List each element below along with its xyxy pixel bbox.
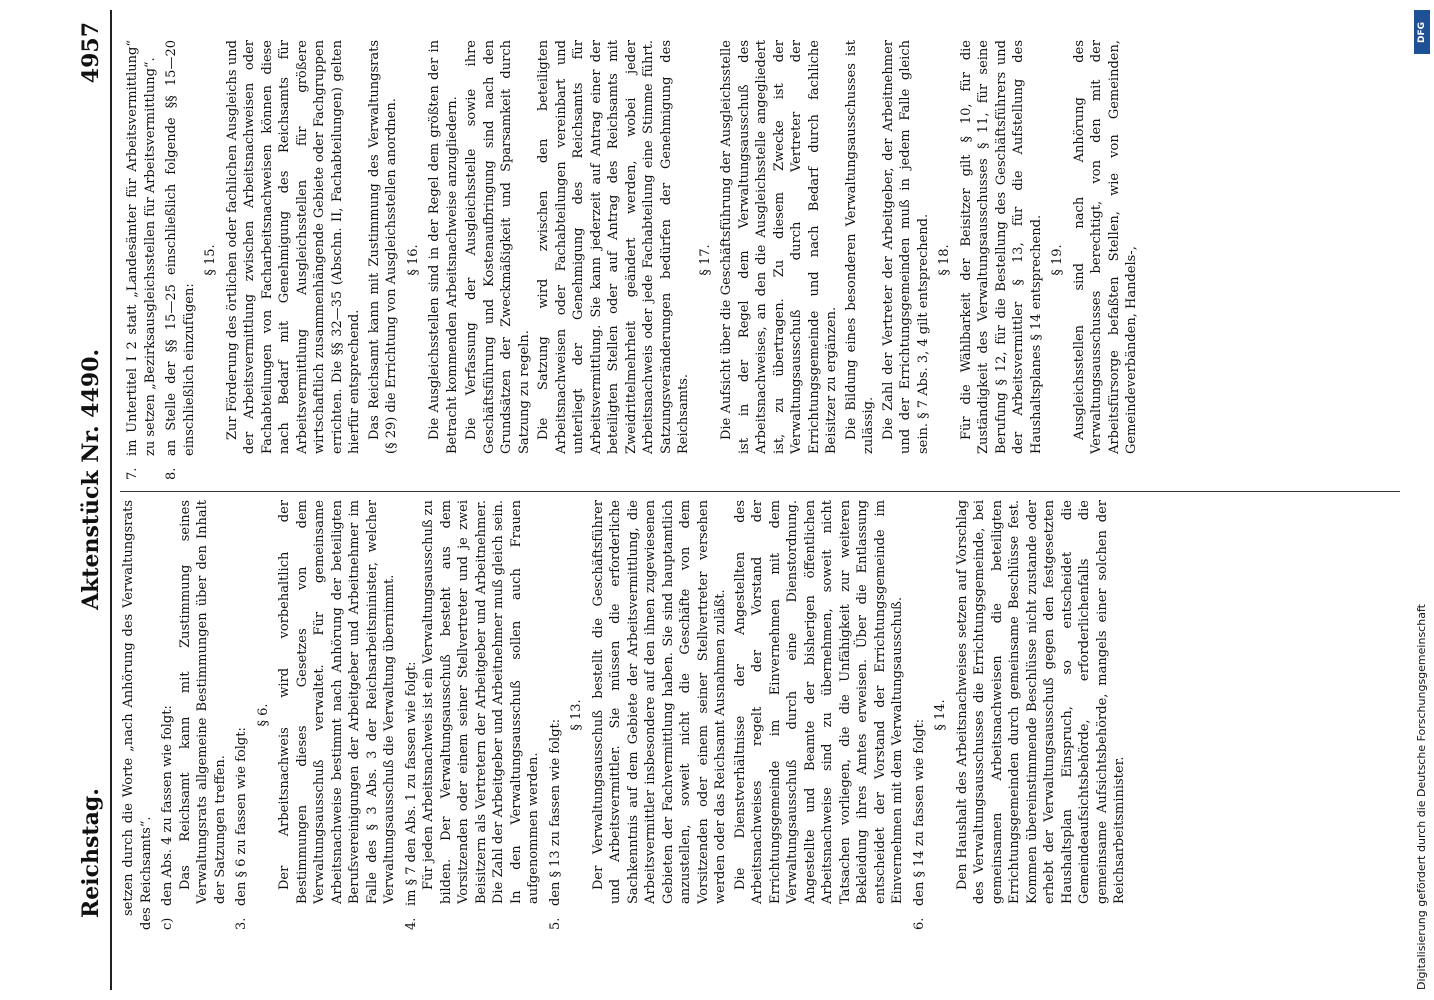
item-text: im § 7 den Abs. 1 zu fassen wie folgt: [403, 661, 419, 906]
paragraph: Das Reichsamt kann mit Zustimmung des Verwaltungsrats (§ 29) die Errichtung von Ausgleichsstellen anordnen. [366, 40, 399, 454]
section-heading: § 13. [569, 699, 584, 731]
item-number: 7. [125, 467, 140, 480]
paragraph: Die Aufsicht über die Geschäftsführung der Ausgleichsstelle ist in der Regel dem Verwaltungsausschuß des Arbeitsnachweises, an den die Ausgleichsstelle angegliedert ist, zu übertragen. Zu diesem Zwecke ist der Verwaltungsausschuß durch Vertreter der Errichtungsgemeinde und nach Bedarf durch fachliche Beisitzer zu ergänzen. [719, 40, 839, 454]
paragraph: Die Bildung eines besonderen Verwaltungsausschusses ist zulässig. [843, 40, 876, 454]
list-item [163, 40, 198, 480]
item-text: im Untertitel I 2 statt „Landesämter für Arbeitsvermittlung“ zu setzen „Bezirksausgleichsstellen für Arbeitsvermittlung“. [125, 40, 158, 456]
item-text: den § 14 zu fassen wie folgt: [911, 718, 927, 906]
header-left: Reichstag. [78, 788, 104, 918]
header-center: Aktenstück Nr. 4490. [78, 348, 104, 610]
item-text: den § 6 zu fassen wie folgt: [234, 727, 249, 906]
list-item [911, 500, 929, 930]
paragraph: Zur Förderung des örtlichen oder fachlichen Ausgleichs und der Arbeitsvermittlung zwischen Arbeitsnachweisen oder Fachabteilungen von Facharbeitsnachweisen können diese nach Bedarf mit Genehmigung des Reichsamts für Arbeitsvermittlung Ausgleichsstellen für größere wirtschaftlich zusammenhängende Gebiete oder Fachgruppen errichten. Die §§ 32—35 (Abschn. II, Fachabteilungen) gelten hierfür entsprechend. [224, 40, 362, 454]
paragraph: Der Verwaltungsausschuß bestellt die Geschäftsführer und Arbeitsvermittler. Sie müssen die erforderliche Sachkenntnis auf dem Gebiete der Arbeitsvermittlung, die Arbeitsvermittler insbesondere auf den ihnen zugewiesenen Gebieten der Fachvermittlung haben. Sie sind hauptamtlich anzustellen, soweit nicht die Geschäfte von dem Vorsitzenden oder einem seiner Stellvertreter versehen werden oder das Reichsamt Ausnahmen zuläßt. [590, 500, 728, 904]
page-number: 4957 [78, 22, 104, 84]
continued-paragraph: setzen durch die Worte „nach Anhörung des Verwaltungsrats des Reichsamts“. [121, 500, 154, 930]
paragraph: Die Dienstverhältnisse der Angestellten des Arbeitsnachweises regelt der Vorstand der Errichtungsgemeinde im Einvernehmen mit dem Verwaltungsausschuß durch eine Dienstordnung. Angestellte und Beamte der bisherigen öffentlichen Arbeitsnachweise sind zu übernehmen, soweit nicht Tatsachen vorliegen, die die Unfähigkeit zur weiteren Bekleidung ihres Amtes erweisen. Über die Entlassung entscheidet der Vorstand der Errichtungsgemeinde im Einvernehmen mit dem Verwaltungsausschuß. [732, 500, 905, 904]
item-number: 4. [403, 917, 419, 930]
paragraph: Ausgleichsstellen sind nach Anhörung des Verwaltungsausschusses berechtigt, von den mit der Arbeitsfürsorge befaßten Stellen, wie von Gemeinden, Gemeindeverbänden, Handels-, [1071, 40, 1139, 454]
paragraph: Die Verfassung der Ausgleichsstelle sowie ihre Geschäftsführung und Kostenaufbringung sind nach den Grundsätzen der Zweckmäßigkeit und Sparsamkeit durch Satzung zu regeln. [464, 40, 532, 454]
item-text: den Abs. 4 zu fassen wie folgt: [160, 705, 175, 906]
left-column [120, 500, 1410, 930]
section-heading: § 17. [697, 244, 713, 276]
list-item [124, 40, 159, 480]
item-text: an Stelle der §§ 15—25 einschließlich folgende §§ 15—20 einschließlich einzufügen: [164, 40, 197, 456]
section-heading: § 6. [255, 703, 271, 727]
list-item [159, 500, 177, 930]
item-number: 8. [164, 467, 179, 480]
dfg-logo: DFG [1414, 10, 1430, 54]
digitization-sidebar [1412, 6, 1432, 996]
section-heading: § 18. [937, 244, 952, 276]
paragraph: Das Reichsamt kann mit Zustimmung seines Verwaltungsrats allgemeine Bestimmungen über den Inhalt der Satzungen treffen. [177, 500, 228, 904]
paragraph: Der Arbeitsnachweis wird vorbehaltlich der Bestimmungen dieses Gesetzes von dem Verwaltungsausschuß verwaltet. Für gemeinsame Arbeitsnachweise bestimmt nach Anhörung der beteiligten Berufsvereinigungen der Arbeitgeber und Arbeitnehmer im Falle des § 3 Abs. 3 der Reichsarbeitsminister, welcher Verwaltungsausschuß die Verwaltung übernimmt. [277, 500, 397, 904]
paragraph: Die Ausgleichsstellen sind in der Regel dem größten der in Betracht kommenden Arbeitsnachweise anzugliedern. [427, 40, 460, 454]
item-text: den § 13 zu fassen wie folgt: [547, 718, 563, 906]
paragraph: Die Zahl der Vertreter der Arbeitgeber, der Arbeitnehmer und der Errichtungsgemeinden muß in jedem Falle gleich sein. § 7 Abs. 3, 4 gilt entsprechend. [880, 40, 931, 454]
item-number: c) [160, 917, 175, 930]
funding-credit: Digitalisierung gefördert durch die Deutsche Forschungsgemeinschaft [1415, 604, 1428, 990]
section-heading: § 15. [203, 244, 218, 276]
right-column [120, 40, 1410, 480]
section-heading: § 19. [1050, 244, 1065, 276]
item-number: 5. [547, 917, 563, 930]
item-number: 3. [234, 917, 249, 930]
paragraph: Für die Wählbarkeit der Beisitzer gilt § 10, für die Zuständigkeit des Verwaltungsausschusses § 11, für seine Berufung § 12, für die Bestellung des Geschäftsführers und der Arbeitsvermittler § 13, für die Aufstellung des Haushaltsplanes § 14 entsprechend. [958, 40, 1044, 454]
rotated-document-page [30, 10, 1430, 990]
column-divider [120, 491, 1400, 492]
section-heading: § 16. [405, 244, 421, 276]
paragraph: Für jeden Arbeitsnachweis ist ein Verwaltungsausschuß zu bilden. Der Verwaltungsausschuß besteht aus dem Vorsitzenden oder einem seiner Stellvertreter und je zwei Beisitzern als Vertretern der Arbeitgeber und Arbeitnehmer. Die Zahl der Arbeitgeber und Arbeitnehmer muß gleich sein. In den Verwaltungsausschuß sollen auch Frauen aufgenommen werden. [421, 500, 541, 904]
list-item [233, 500, 251, 930]
page-header [70, 10, 112, 990]
list-item [403, 500, 421, 930]
list-item [547, 500, 565, 930]
section-heading: § 14. [933, 699, 948, 731]
item-number: 6. [911, 917, 927, 930]
paragraph: Den Haushalt des Arbeitsnachweises setzen auf Vorschlag des Verwaltungsausschusses die Errichtungsgemeinde, bei gemeinsamen Arbeitsnachweisen die beteiligten Errichtungsgemeinden durch gemeinsame Beschlüsse fest. Kommen übereinstimmende Beschlüsse nicht zustande oder erhebt der Verwaltungsausschuß gegen den festgesetzten Haushaltsplan Einspruch, so entscheidet die Gemeindeaufsichtsbehörde, erforderlichenfalls die gemeinsame Aufsichtsbehörde, mangels einer solchen der Reichsarbeitsminister. [954, 500, 1127, 904]
paragraph: Die Satzung wird zwischen den beteiligten Arbeitsnachweisen oder Fachabteilungen vereinbart und unterliegt der Genehmigung des Reichsamts für Arbeitsvermittlung. Sie kann jederzeit auf Antrag einer der beteiligten Stellen oder auf Antrag des Reichsamts mit Zweidrittelmehrheit geändert werden, wobei jeder Arbeitsnachweis oder jede Fachabteilung eine Stimme führt. Satzungsveränderungen bedürfen der Genehmigung des Reichsamts. [536, 40, 691, 454]
